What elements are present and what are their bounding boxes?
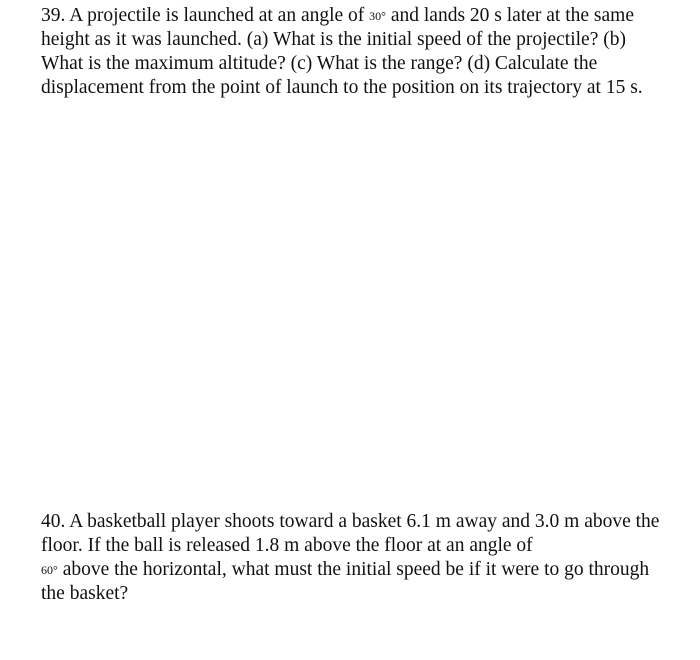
problem-text-before-angle: A basketball player shoots toward a basket 6.1 m away and 3.0 m above the floor. If the ball is released 1.8 m above the floor at an angle of <box>41 511 660 556</box>
problem-text-after-angle: and lands 20 s later at the same height as it was launched. (a) What is the initial speed of the projectile? (b) What is the maximum altitude? (c) What is the range? (d) Calculate the displacement from the point of launch to the position on its trajectory at 15 s. <box>41 5 643 98</box>
problem-text-before-angle: A projectile is launched at an angle of <box>69 5 365 26</box>
angle-value: 30° <box>369 9 386 23</box>
problem-39 <box>41 4 661 100</box>
problem-40 <box>41 510 661 606</box>
angle-value: 60° <box>41 563 58 577</box>
problem-number: 40. <box>41 511 66 532</box>
problem-text-after-angle: above the horizontal, what must the initial speed be if it were to go through the basket? <box>41 559 650 604</box>
problem-number: 39. <box>41 5 66 26</box>
